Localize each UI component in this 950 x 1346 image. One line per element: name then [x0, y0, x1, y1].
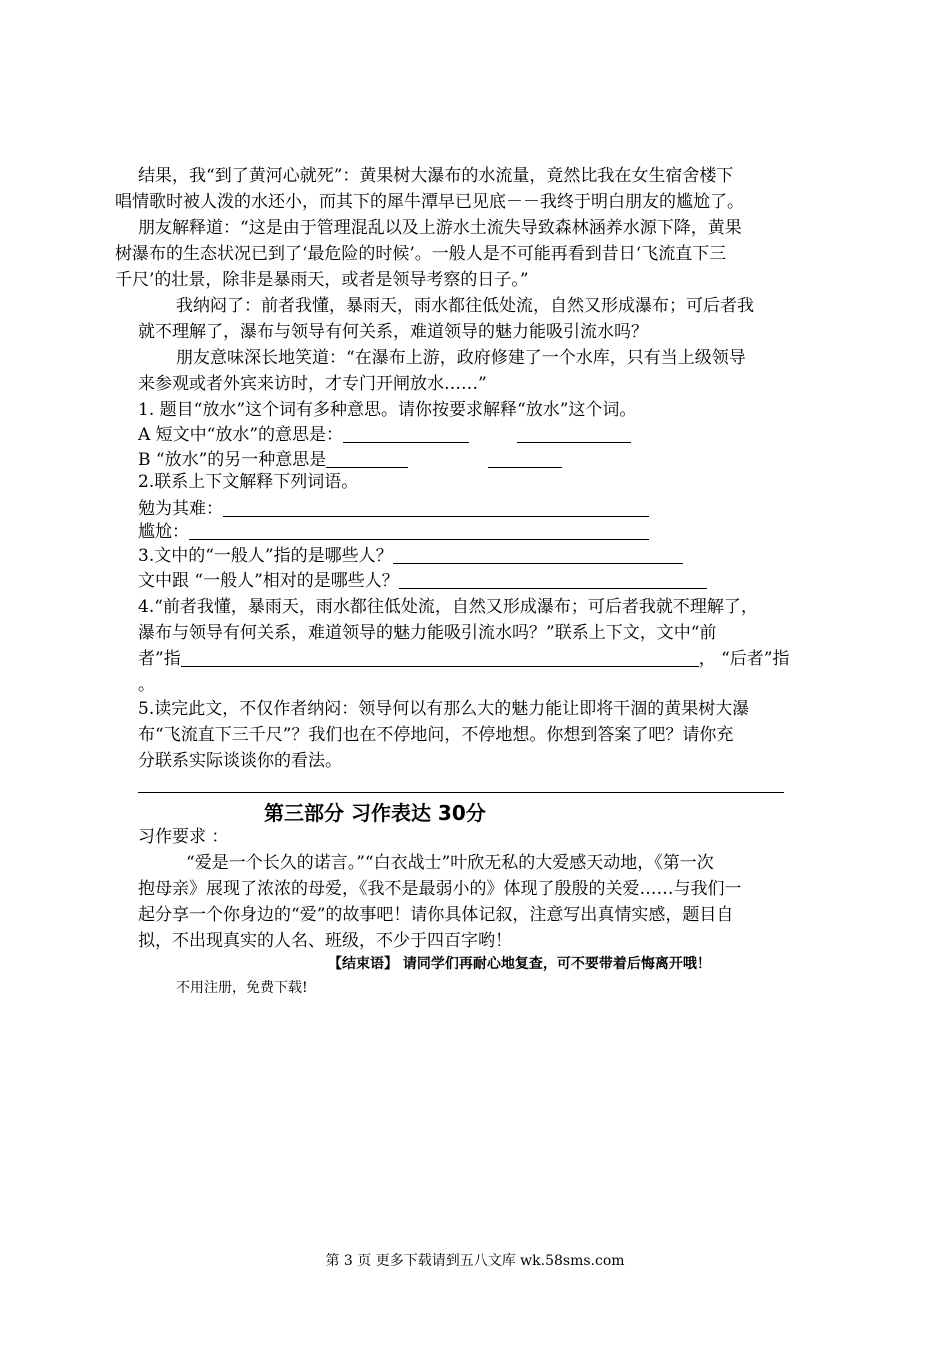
question-3b-label: 文中跟 “一般人”相对的是哪些人？: [138, 571, 399, 591]
answer-blank[interactable]: [326, 450, 408, 468]
passage-line: 树瀑布的生态状况已到了‘最危险的时候’。一般人是不可能再看到昔日‘飞流直下三: [115, 244, 727, 264]
question-3a-label: 3.文中的“一般人”指的是哪些人？: [138, 546, 393, 566]
question-5-line: 分联系实际谈谈你的看法。: [138, 751, 342, 771]
question-3a: [138, 543, 683, 569]
answer-blank[interactable]: [488, 450, 562, 468]
question-4-latter-label: ， “后者”指: [698, 649, 790, 669]
question-4-former-label: 者”指: [138, 649, 181, 669]
question-1a: [138, 422, 631, 448]
writing-requirement-line: “爱是一个长久的诺言。”“白衣战士”叶欣无私的大爱感天动地，《第一次: [186, 853, 714, 873]
passage-line: 结果，我“到了黄河心就死”：黄果树大瀑布的水流量，竟然比我在女生宿舍楼下: [138, 166, 734, 186]
question-3b: [138, 568, 707, 594]
answer-blank[interactable]: [343, 425, 469, 443]
question-2b-label: 尴尬：: [138, 522, 189, 542]
question-4-line: [138, 646, 790, 672]
question-1a-label: A 短文中“放水”的意思是：: [138, 425, 344, 445]
page-footer: 第 3 页 更多下载请到五八文库 wk.58sms.com: [325, 1253, 625, 1269]
section-heading: 第三部分 习作表达 30分: [264, 801, 486, 825]
question-4-end: 。: [138, 675, 155, 695]
question-2b: [138, 519, 649, 545]
passage-line: 来参观或者外宾来访时，才专门开闸放水……”: [138, 374, 487, 394]
answer-blank[interactable]: [181, 649, 699, 667]
question-5-line: 5.读完此文，不仅作者纳闷：领导何以有那么大的魅力能让即将干涸的黄果树大瀑: [138, 699, 750, 719]
download-note: 不用注册，免费下载!: [176, 980, 308, 996]
passage-line: 朋友意味深长地笑道：“在瀑布上游，政府修建了一个水库，只有当上级领导: [176, 348, 746, 368]
writing-requirement-line: 起分享一个你身边的“爱”的故事吧！请你具体记叙，注意写出真情实感，题目自: [138, 905, 734, 925]
answer-blank[interactable]: [393, 546, 683, 564]
question-5-line: 布“飞流直下三千尺”？我们也在不停地问，不停地想。你想到答案了吧？请你充: [138, 725, 734, 745]
question-2: 2.联系上下文解释下列词语。: [138, 472, 359, 492]
question-4-line: 4.“前者我懂，暴雨天，雨水都往低处流，自然又形成瀑布；可后者我就不理解了，: [138, 597, 758, 617]
writing-requirement-line: 抱母亲》展现了浓浓的母爱，《我不是最弱小的》体现了殷殷的关爱……与我们一: [138, 879, 742, 899]
answer-blank[interactable]: [399, 571, 707, 589]
question-4-line: 瀑布与领导有何关系，难道领导的魅力能吸引流水吗？”联系上下文，文中“前: [138, 623, 717, 643]
passage-line: 唱情歌时被人泼的水还小，而其下的犀牛潭早已见底－－我终于明白朋友的尴尬了。: [115, 192, 744, 212]
question-1: 1. 题目“放水”这个词有多种意思。请你按要求解释“放水”这个词。: [138, 400, 637, 420]
writing-requirement-line: 拟，不出现真实的人名、班级，不少于四百字哟！: [138, 931, 512, 951]
passage-line: 就不理解了，瀑布与领导有何关系，难道领导的魅力能吸引流水吗？: [138, 322, 648, 342]
closing-remark: 【结束语】 请同学们再耐心地复查，可不要带着后悔离开哦！: [328, 956, 711, 972]
answer-blank[interactable]: [189, 522, 649, 540]
passage-line: 我纳闷了：前者我懂，暴雨天，雨水都往低处流，自然又形成瀑布；可后者我: [176, 296, 754, 316]
passage-line: 朋友解释道：“这是由于管理混乱以及上游水土流失导致森林涵养水源下降，黄果: [138, 218, 742, 238]
writing-requirement-label: 习作要求 ：: [138, 827, 229, 847]
question-1b-label: B “放水”的另一种意思是: [138, 450, 327, 470]
answer-blank[interactable]: [223, 499, 649, 517]
answer-blank[interactable]: [517, 425, 631, 443]
question-2a-label: 勉为其难：: [138, 499, 223, 519]
passage-line: 千尺’的壮景，除非是暴雨天，或者是领导考察的日子。”: [115, 270, 529, 290]
answer-line[interactable]: [138, 792, 784, 793]
